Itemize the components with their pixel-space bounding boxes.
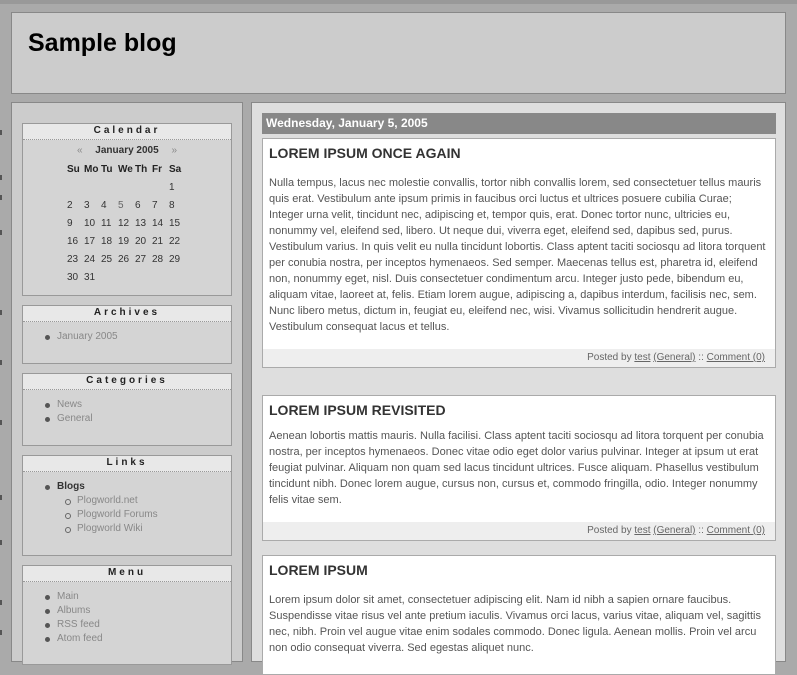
footer-separator: ::: [698, 352, 704, 363]
links-title: Links: [23, 456, 231, 472]
main-content: [251, 102, 786, 662]
archives-list: [23, 322, 231, 348]
link-plogworld-forums[interactable]: Plogworld Forums: [77, 508, 231, 522]
calendar-next-link[interactable]: »: [171, 145, 178, 156]
menu-title: Menu: [23, 566, 231, 582]
calendar-month: January 2005: [95, 145, 159, 156]
calendar-day: 17: [84, 235, 96, 247]
category-link-news[interactable]: News: [57, 398, 231, 412]
calendar-week: [67, 214, 186, 232]
post-body: Lorem ipsum dolor sit amet, consectetuer adipiscing elit. Nam id nibh a sapien ornare faucibus. Suspendisse vitae risus vel ante pretium iaculis. Vivamus orci lacus, varius vitae, aliquam vel, sagittis nec, nibh. Proin vel augue vitae enim sodales commodo. Donec ligula. Aenean mollis. Proin vel arcu non odio consequat viverra. Sed egestas aliquet nunc.: [269, 594, 761, 654]
calendar-day: 20: [135, 235, 147, 247]
author-link[interactable]: test: [634, 352, 651, 363]
calendar-day: [118, 178, 135, 196]
calendar-day: 4: [101, 199, 107, 211]
post-title[interactable]: LOREM IPSUM: [269, 562, 368, 578]
calendar-week: [67, 232, 186, 250]
calendar-day: 22: [169, 235, 181, 247]
calendar-day: 8: [169, 199, 175, 211]
calendar-day: 24: [84, 253, 96, 265]
calendar-day: 16: [67, 235, 79, 247]
archives-box: [22, 305, 232, 364]
window-top-strip: [0, 0, 797, 4]
calendar-day: [152, 268, 169, 286]
weekday: Tu: [101, 163, 113, 175]
links-group-label: Blogs: [57, 480, 231, 494]
footer-separator: ::: [698, 525, 704, 536]
categories-title: Categories: [23, 374, 231, 390]
date-header: Wednesday, January 5, 2005: [262, 113, 776, 134]
calendar-box: [22, 123, 232, 296]
posted-by-label: Posted by: [587, 525, 632, 536]
menu-link-main[interactable]: Main: [57, 590, 231, 604]
categories-box: [22, 373, 232, 446]
calendar-day: 13: [135, 217, 147, 229]
calendar: [23, 140, 231, 286]
calendar-day: 1: [169, 181, 175, 193]
calendar-grid: [67, 160, 186, 286]
calendar-day: [84, 178, 101, 196]
sidebar: [11, 102, 243, 662]
calendar-day: [135, 268, 152, 286]
post: [262, 138, 776, 368]
calendar-day: 14: [152, 217, 164, 229]
comment-link[interactable]: Comment (0): [706, 352, 765, 363]
post: [262, 555, 776, 675]
calendar-title: Calendar: [23, 124, 231, 140]
calendar-day-link[interactable]: 5: [118, 199, 124, 211]
calendar-weekdays: [67, 160, 186, 178]
menu-link-albums[interactable]: Albums: [57, 604, 231, 618]
calendar-day: 27: [135, 253, 147, 265]
calendar-day: [101, 178, 118, 196]
link-plogworld-wiki[interactable]: Plogworld Wiki: [77, 522, 231, 536]
author-link[interactable]: test: [634, 525, 651, 536]
post: [262, 395, 776, 541]
menu-box: [22, 565, 232, 665]
calendar-week: [67, 196, 186, 214]
weekday: Fr: [152, 163, 162, 175]
calendar-day: 6: [135, 199, 141, 211]
categories-list: [23, 390, 231, 430]
menu-link-rss[interactable]: RSS feed: [57, 618, 231, 632]
category-link[interactable]: (General): [653, 352, 696, 363]
category-link[interactable]: (General): [653, 525, 696, 536]
calendar-day: 19: [118, 235, 130, 247]
weekday: We: [118, 163, 133, 175]
calendar-day: [101, 268, 118, 286]
calendar-day: 28: [152, 253, 164, 265]
calendar-week: [67, 178, 186, 196]
category-link-general[interactable]: General: [57, 412, 231, 426]
calendar-day: [67, 178, 84, 196]
calendar-day: 25: [101, 253, 113, 265]
post-body: Aenean lobortis mattis mauris. Nulla facilisi. Class aptent taciti sociosqu ad litora torquent per conubia nostra, per inceptos hymenaeos. Donec vitae odio eget dolor varius pulvinar. Integer at ipsum ut erat feugiat pulvinar. Aliquam non quam sed lacus tincidunt ultrices. Fusce aliquam. Phasellus vestibulum tincidunt nibh. Donec lorem augue, cursus non, cursus et, commodo fringilla, odio. Integer nonummy felis vitae sem.: [269, 430, 764, 506]
post-title[interactable]: LOREM IPSUM REVISITED: [269, 402, 446, 418]
links-box: [22, 455, 232, 556]
link-plogworld-net[interactable]: Plogworld.net: [77, 494, 231, 508]
menu-link-atom[interactable]: Atom feed: [57, 632, 231, 646]
calendar-day: 3: [84, 199, 90, 211]
weekday: Th: [135, 163, 148, 175]
posted-by-label: Posted by: [587, 352, 632, 363]
calendar-day: [169, 268, 186, 286]
calendar-day: [118, 268, 135, 286]
calendar-day: 11: [101, 217, 112, 229]
calendar-day: 26: [118, 253, 130, 265]
post-body: Nulla tempus, lacus nec molestie convallis, tortor nibh convallis lorem, sed consectetuer tellus mauris quis erat. Vestibulum ante ipsum primis in faucibus orci luctus et ultrices posuere cubilia Curae; Integer urna velit, tincidunt nec, adipiscing et, tempor quis, erat. Donec tortor nunc, ultricies eu, nonummy vel, eleifend sed, libero. Ut neque dui, viverra eget, eleifend sed, dapibus sed, purus. Vestibulum varius. In quis velit eu nulla tincidunt lobortis. Class aptent taciti sociosqu ad litora torquent per conubia nostra, per inceptos hymenaeos. Sed semper. Maecenas tellus est, pharetra id, eleifend non, nonummy eget, nisl. Duis consectetuer condimentum arcu. Integer justo pede, bibendum eu, aliquam vitae, laoreet at, felis. Etiam lorem augue, adipiscing a, dapibus interdum, facilisis nec, sem. Nunc libero metus, dictum in, feugiat eu, eleifend nec, wisi. Vivamus sollicitudin hendrerit augue. Vestibulum consequat lacus et tellus.: [269, 177, 766, 333]
calendar-day: 31: [84, 271, 96, 283]
weekday: Sa: [169, 163, 182, 175]
blog-header: [11, 12, 786, 94]
calendar-day: [135, 178, 152, 196]
archive-link[interactable]: January 2005: [57, 330, 231, 344]
comment-link[interactable]: Comment (0): [706, 525, 765, 536]
menu-list: [23, 582, 231, 650]
calendar-day: 10: [84, 217, 96, 229]
calendar-day: 9: [67, 217, 73, 229]
calendar-week: [67, 268, 186, 286]
weekday: Su: [67, 163, 80, 175]
archives-title: Archives: [23, 306, 231, 322]
calendar-prev-link[interactable]: «: [76, 145, 83, 156]
calendar-day: 29: [169, 253, 181, 265]
calendar-day: 7: [152, 199, 158, 211]
weekday: Mo: [84, 163, 99, 175]
calendar-day: 30: [67, 271, 79, 283]
left-edge-marks: [0, 100, 4, 646]
calendar-day: 21: [152, 235, 164, 247]
calendar-day: [152, 178, 169, 196]
post-footer: [263, 522, 775, 540]
calendar-day: 2: [67, 199, 73, 211]
calendar-day: 15: [169, 217, 181, 229]
calendar-nav: [23, 144, 231, 160]
links-sublist: [23, 494, 231, 536]
calendar-day: 18: [101, 235, 113, 247]
post-title[interactable]: LOREM IPSUM ONCE AGAIN: [269, 145, 461, 161]
calendar-day: 23: [67, 253, 79, 265]
post-footer: [263, 349, 775, 367]
blog-title[interactable]: Sample blog: [28, 29, 177, 57]
calendar-week: [67, 250, 186, 268]
calendar-day: 12: [118, 217, 130, 229]
